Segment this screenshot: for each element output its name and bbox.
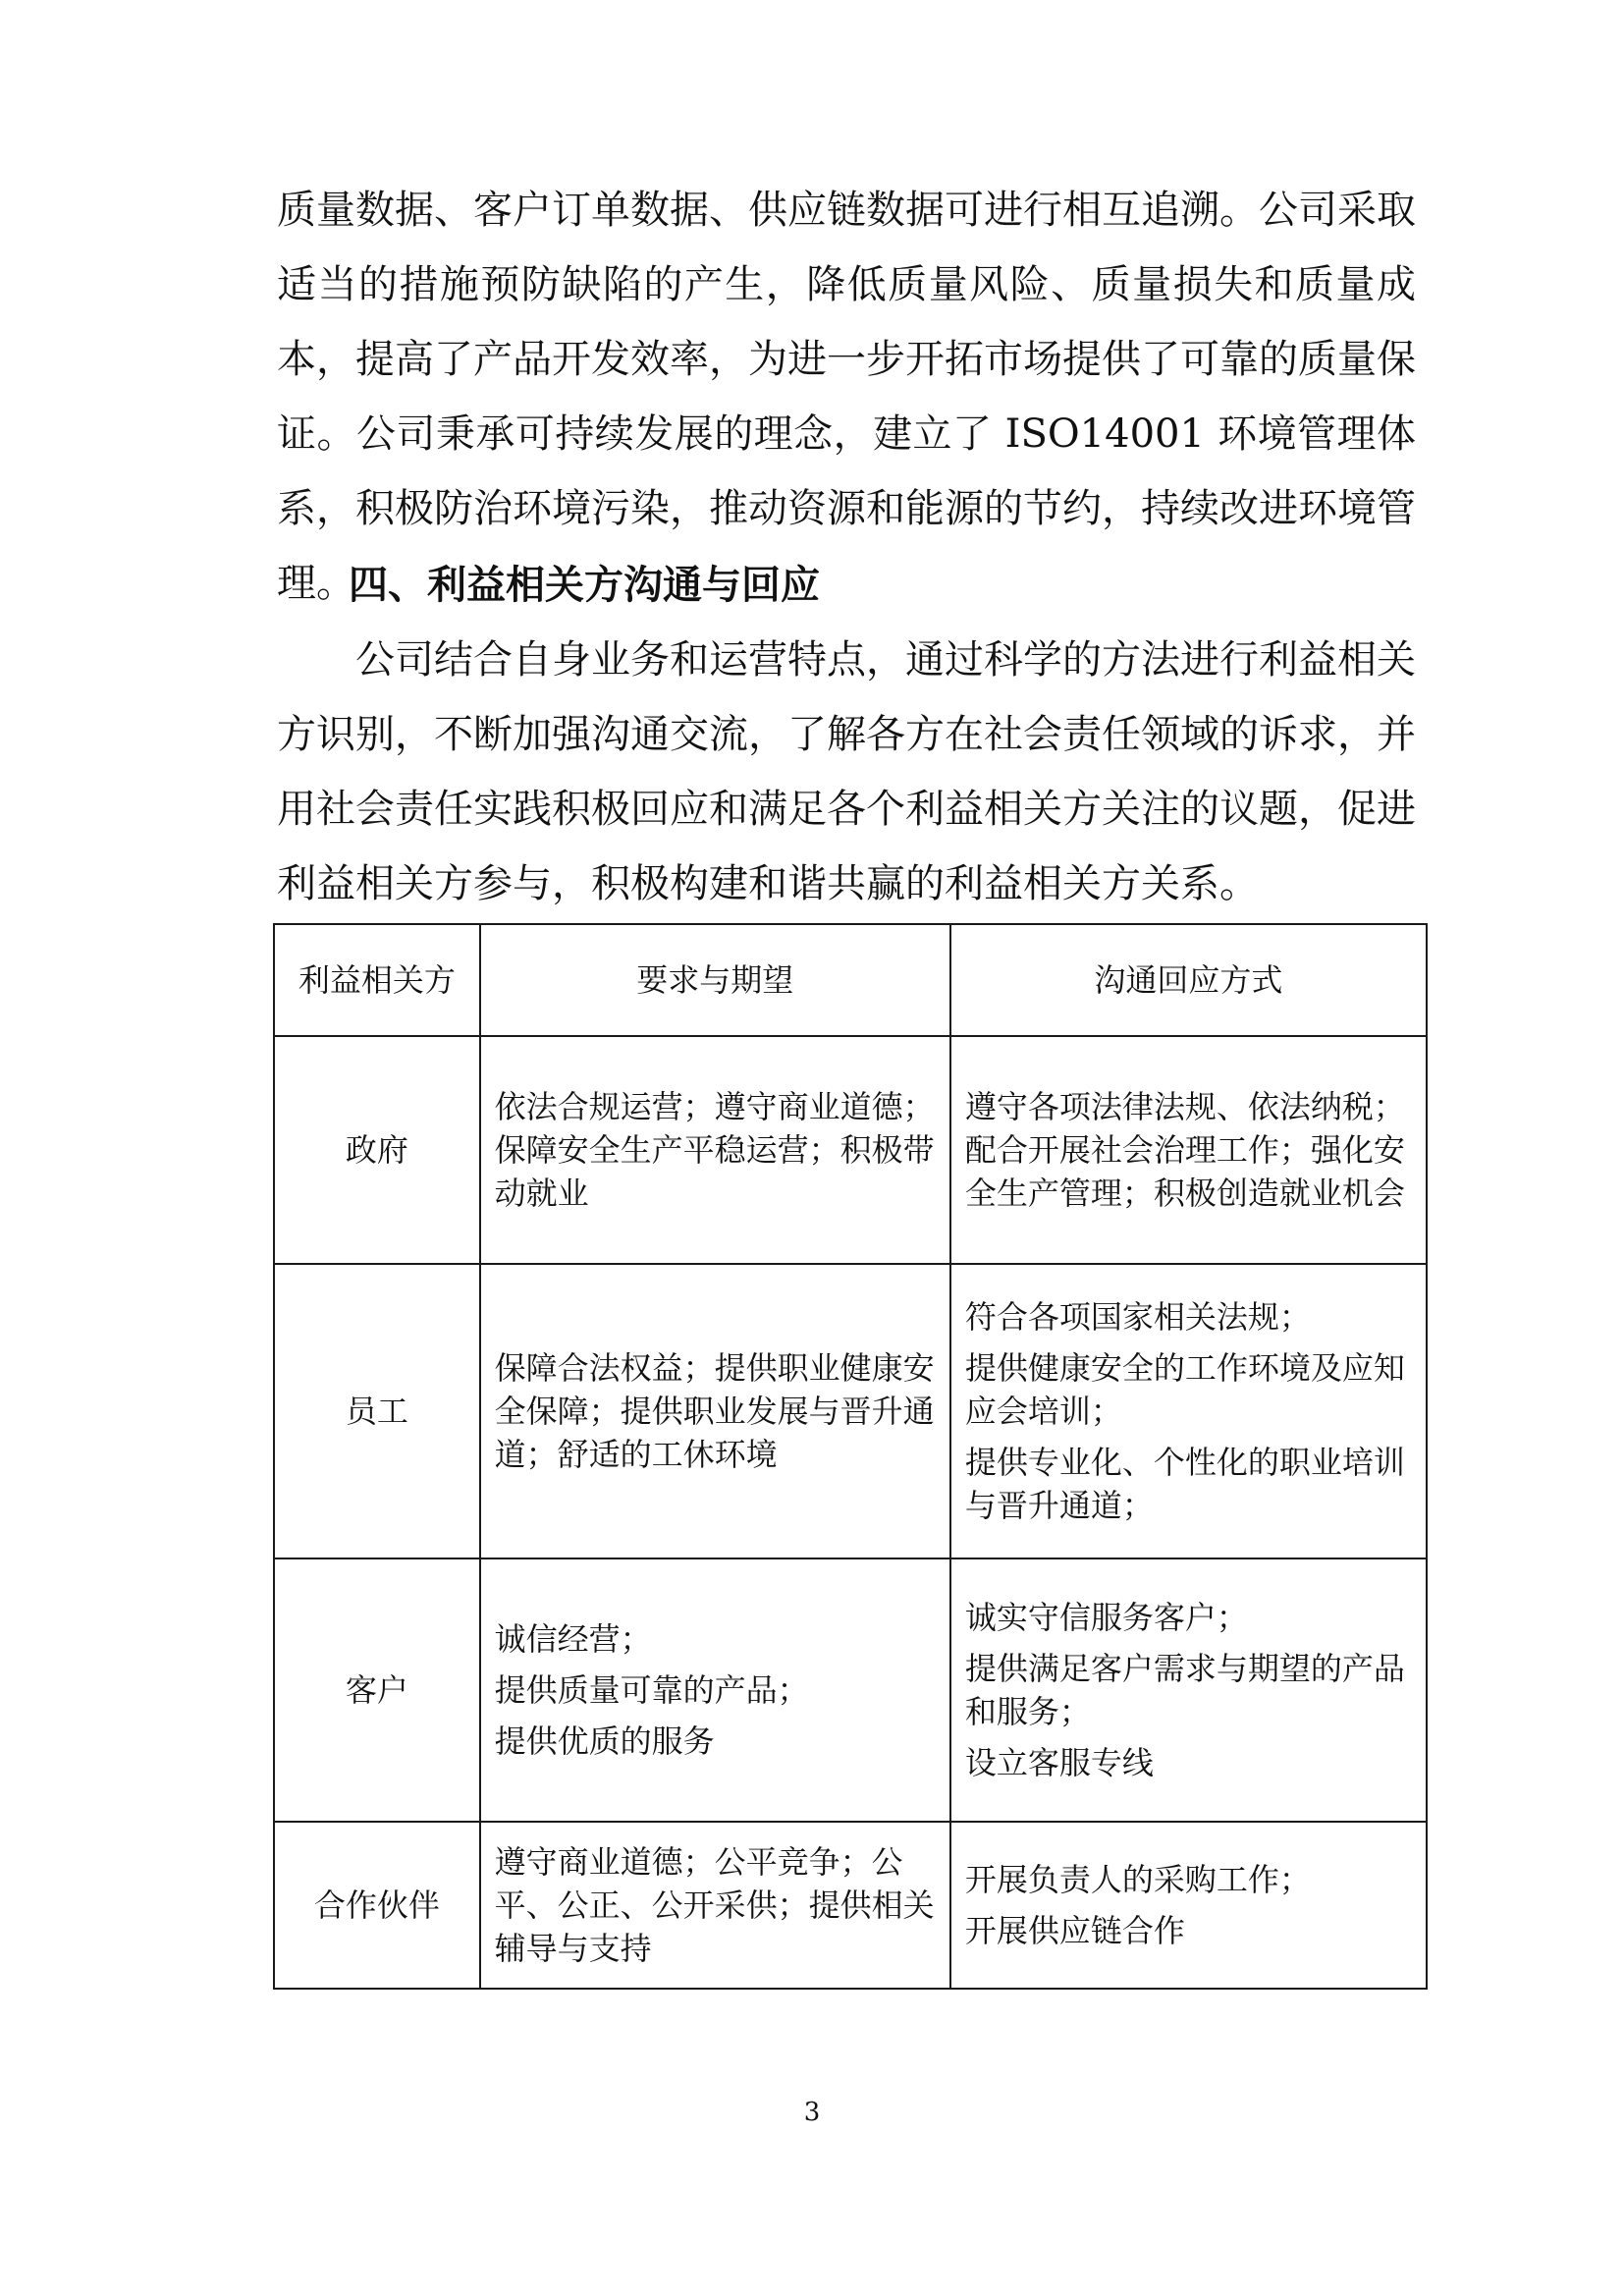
response-cell bbox=[950, 1036, 1427, 1264]
cell-line: 提供健康安全的工作环境及应知应会培训； bbox=[964, 1349, 1405, 1430]
stakeholder-cell: 合作伙伴 bbox=[274, 1822, 480, 1989]
table-header-row bbox=[274, 924, 1427, 1036]
paragraph-quality-environment: 质量数据、客户订单数据、供应链数据可进行相互追溯。公司采取适当的措施预防缺陷的产生，降低质量风险、质量损失和质量成本，提高了产品开发效率，为进一步开拓市场提供了可靠的质量保证。公司秉承可持续发展的理念，建立了 ISO14001 环境管理体系，积极防治环境污染，推动资源和能源的节约，持续改进环境管理。 bbox=[277, 188, 1416, 606]
table-row bbox=[274, 1264, 1427, 1558]
cell-line: 遵守各项法律法规、依法纳税；配合开展社会治理工作；强化安全生产管理；积极创造就业机会 bbox=[964, 1088, 1405, 1212]
stakeholder-cell: 政府 bbox=[274, 1036, 480, 1264]
cell-line: 诚实守信服务客户； bbox=[964, 1599, 1248, 1636]
response-cell bbox=[950, 1264, 1427, 1558]
response-cell bbox=[950, 1822, 1427, 1989]
cell-line: 遵守商业道德；公平竞争；公平、公正、公开采供；提供相关辅导与支持 bbox=[494, 1843, 935, 1967]
expectation-cell bbox=[480, 1264, 950, 1558]
cell-line: 提供满足客户需求与期望的产品和服务； bbox=[964, 1650, 1405, 1730]
page-number: 3 bbox=[803, 2098, 821, 2127]
cell-line: 设立客服专线 bbox=[964, 1744, 1154, 1781]
table-row bbox=[274, 1036, 1427, 1264]
response-cell bbox=[950, 1558, 1427, 1822]
header-response: 沟通回应方式 bbox=[950, 924, 1427, 1036]
expectation-cell bbox=[480, 1822, 950, 1989]
stakeholder-cell: 员工 bbox=[274, 1264, 480, 1558]
cell-line: 依法合规运营；遵守商业道德；保障安全生产平稳运营；积极带动就业 bbox=[494, 1088, 935, 1212]
expectation-cell bbox=[480, 1558, 950, 1822]
expectation-cell bbox=[480, 1036, 950, 1264]
cell-line: 提供优质的服务 bbox=[494, 1722, 715, 1760]
cell-line: 保障合法权益；提供职业健康安全保障；提供职业发展与晋升通道；舒适的工休环境 bbox=[494, 1349, 935, 1473]
cell-line: 符合各项国家相关法规； bbox=[964, 1298, 1311, 1336]
cell-line: 开展负责人的采购工作； bbox=[964, 1861, 1311, 1898]
header-stakeholder: 利益相关方 bbox=[274, 924, 480, 1036]
cell-line: 诚信经营； bbox=[494, 1620, 652, 1658]
cell-line: 提供专业化、个性化的职业培训与晋升通道； bbox=[964, 1444, 1405, 1524]
stakeholder-table bbox=[273, 923, 1428, 1990]
table-row bbox=[274, 1822, 1427, 1989]
table-row bbox=[274, 1558, 1427, 1822]
cell-line: 开展供应链合作 bbox=[964, 1912, 1185, 1949]
stakeholder-cell: 客户 bbox=[274, 1558, 480, 1822]
cell-line: 提供质量可靠的产品； bbox=[494, 1671, 809, 1709]
header-expectations: 要求与期望 bbox=[480, 924, 950, 1036]
section-heading: 四、利益相关方沟通与回应 bbox=[349, 563, 820, 608]
paragraph-stakeholder-intro: 公司结合自身业务和运营特点，通过科学的方法进行利益相关方识别，不断加强沟通交流，了解各方在社会责任领域的诉求，并用社会责任实践积极回应和满足各个利益相关方关注的议题，促进利益相关方参与，积极构建和谐共赢的利益相关方关系。 bbox=[277, 637, 1416, 906]
